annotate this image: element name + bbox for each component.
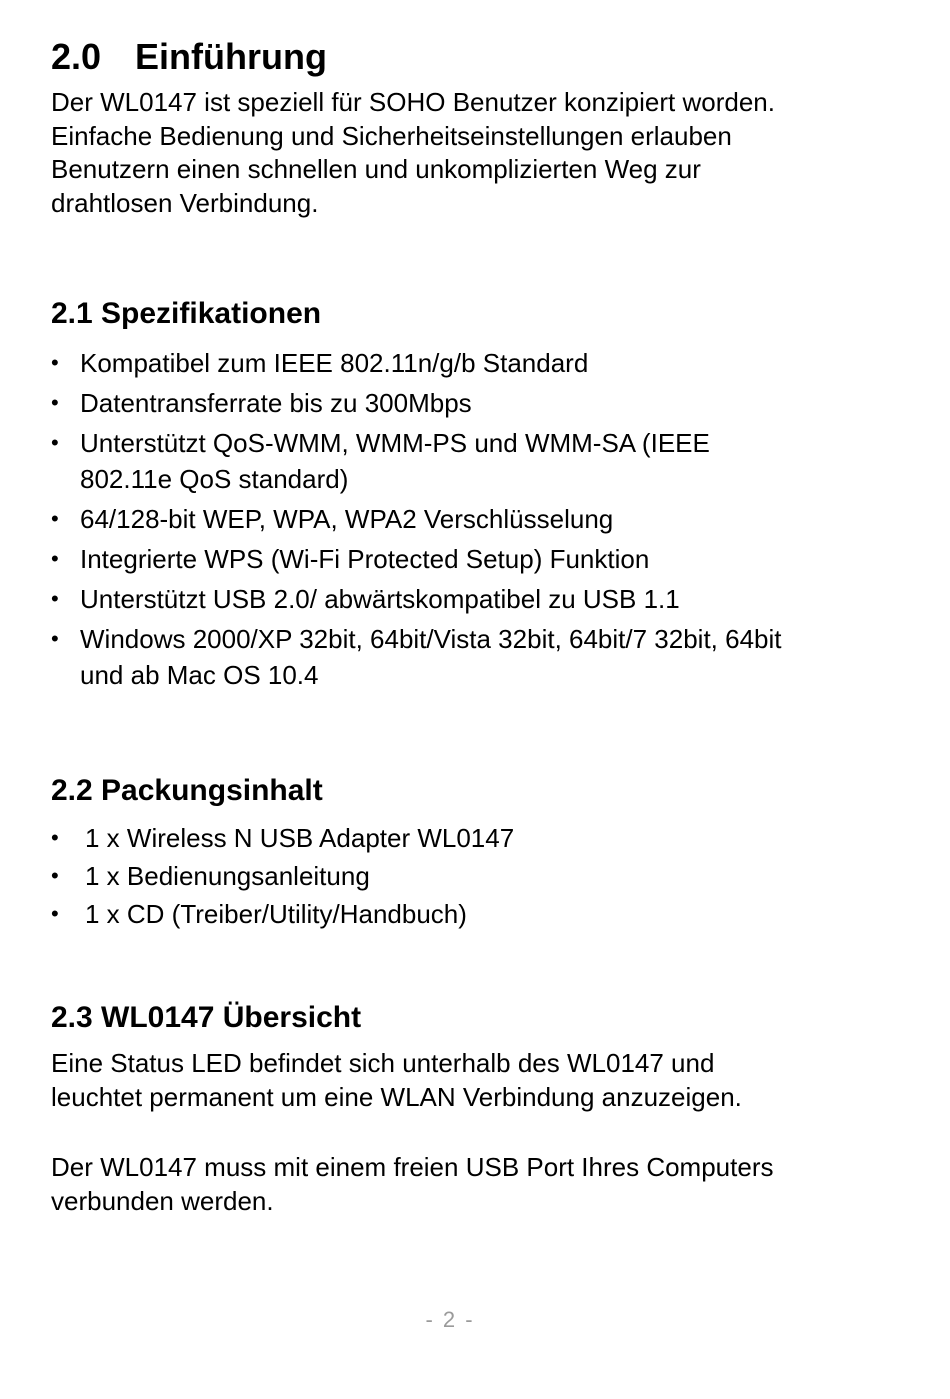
- specs-item: [51, 501, 782, 537]
- intro-number: 2.0: [51, 36, 102, 77]
- specs-item: [51, 541, 782, 577]
- specs-heading: 2.1 Spezifikationen: [51, 297, 322, 330]
- bullet-icon: •: [51, 863, 59, 888]
- specs-item: [51, 581, 782, 617]
- intro-heading: [51, 36, 327, 78]
- intro-title: Einführung: [135, 36, 327, 77]
- intro-paragraph: [51, 86, 775, 220]
- specs-item-text: Kompatibel zum IEEE 802.11n/g/b Standard: [80, 348, 589, 378]
- specs-item: [51, 425, 782, 497]
- overview-paragraph-1: [51, 1047, 742, 1114]
- overview-line: Eine Status LED befindet sich unterhalb des WL0147 und: [51, 1048, 715, 1078]
- bullet-icon: •: [51, 825, 59, 850]
- specs-item-text-continued: und ab Mac OS 10.4: [80, 660, 319, 690]
- overview-line: Der WL0147 muss mit einem freien USB Port Ihres Computers: [51, 1152, 774, 1182]
- specs-item: [51, 385, 782, 421]
- specs-item-text: Datentransferrate bis zu 300Mbps: [80, 388, 472, 418]
- bullet-icon: •: [51, 626, 59, 651]
- intro-line: Einfache Bedienung und Sicherheitseinstellungen erlauben: [51, 120, 732, 151]
- overview-paragraph-2: [51, 1151, 773, 1218]
- package-item: [51, 819, 514, 857]
- package-item-text: 1 x Wireless N USB Adapter WL0147: [85, 823, 515, 853]
- specs-item: [51, 621, 782, 693]
- overview-line: verbunden werden.: [51, 1185, 274, 1216]
- specs-item-text-continued: 802.11e QoS standard): [80, 464, 349, 494]
- bullet-icon: •: [51, 390, 59, 415]
- bullet-icon: •: [51, 506, 59, 531]
- package-item-text: 1 x Bedienungsanleitung: [85, 861, 370, 891]
- specs-item-text: 64/128-bit WEP, WPA, WPA2 Verschlüsselung: [80, 504, 614, 534]
- bullet-icon: •: [51, 350, 59, 375]
- bullet-icon: •: [51, 586, 59, 611]
- specs-item-text: Unterstützt QoS-WMM, WMM-PS und WMM-SA (IEEE: [80, 428, 710, 458]
- specs-list: [51, 345, 782, 697]
- specs-item-text: Windows 2000/XP 32bit, 64bit/Vista 32bit, 64bit/7 32bit, 64bit: [80, 624, 782, 654]
- specs-item-text: Unterstützt USB 2.0/ abwärtskompatibel zu USB 1.1: [80, 584, 680, 614]
- package-heading: 2.2 Packungsinhalt: [51, 774, 323, 807]
- package-item: [51, 857, 514, 895]
- specs-item-text: Integrierte WPS (Wi-Fi Protected Setup) Funktion: [80, 544, 650, 574]
- intro-line: Der WL0147 ist speziell für SOHO Benutzer konzipiert worden.: [51, 87, 775, 117]
- overview-line: leuchtet permanent um eine WLAN Verbindung anzuzeigen.: [51, 1081, 742, 1112]
- intro-line: drahtlosen Verbindung.: [51, 187, 319, 218]
- overview-heading: 2.3 WL0147 Übersicht: [51, 1001, 362, 1034]
- bullet-icon: •: [51, 546, 59, 571]
- package-item: [51, 895, 514, 933]
- specs-item: [51, 345, 782, 381]
- intro-line: Benutzern einen schnellen und unkomplizierten Weg zur: [51, 154, 701, 184]
- package-item-text: 1 x CD (Treiber/Utility/Handbuch): [85, 899, 467, 929]
- page-number: - 2 -: [425, 1307, 475, 1332]
- bullet-icon: •: [51, 901, 59, 926]
- bullet-icon: •: [51, 430, 59, 455]
- package-list: [51, 819, 514, 933]
